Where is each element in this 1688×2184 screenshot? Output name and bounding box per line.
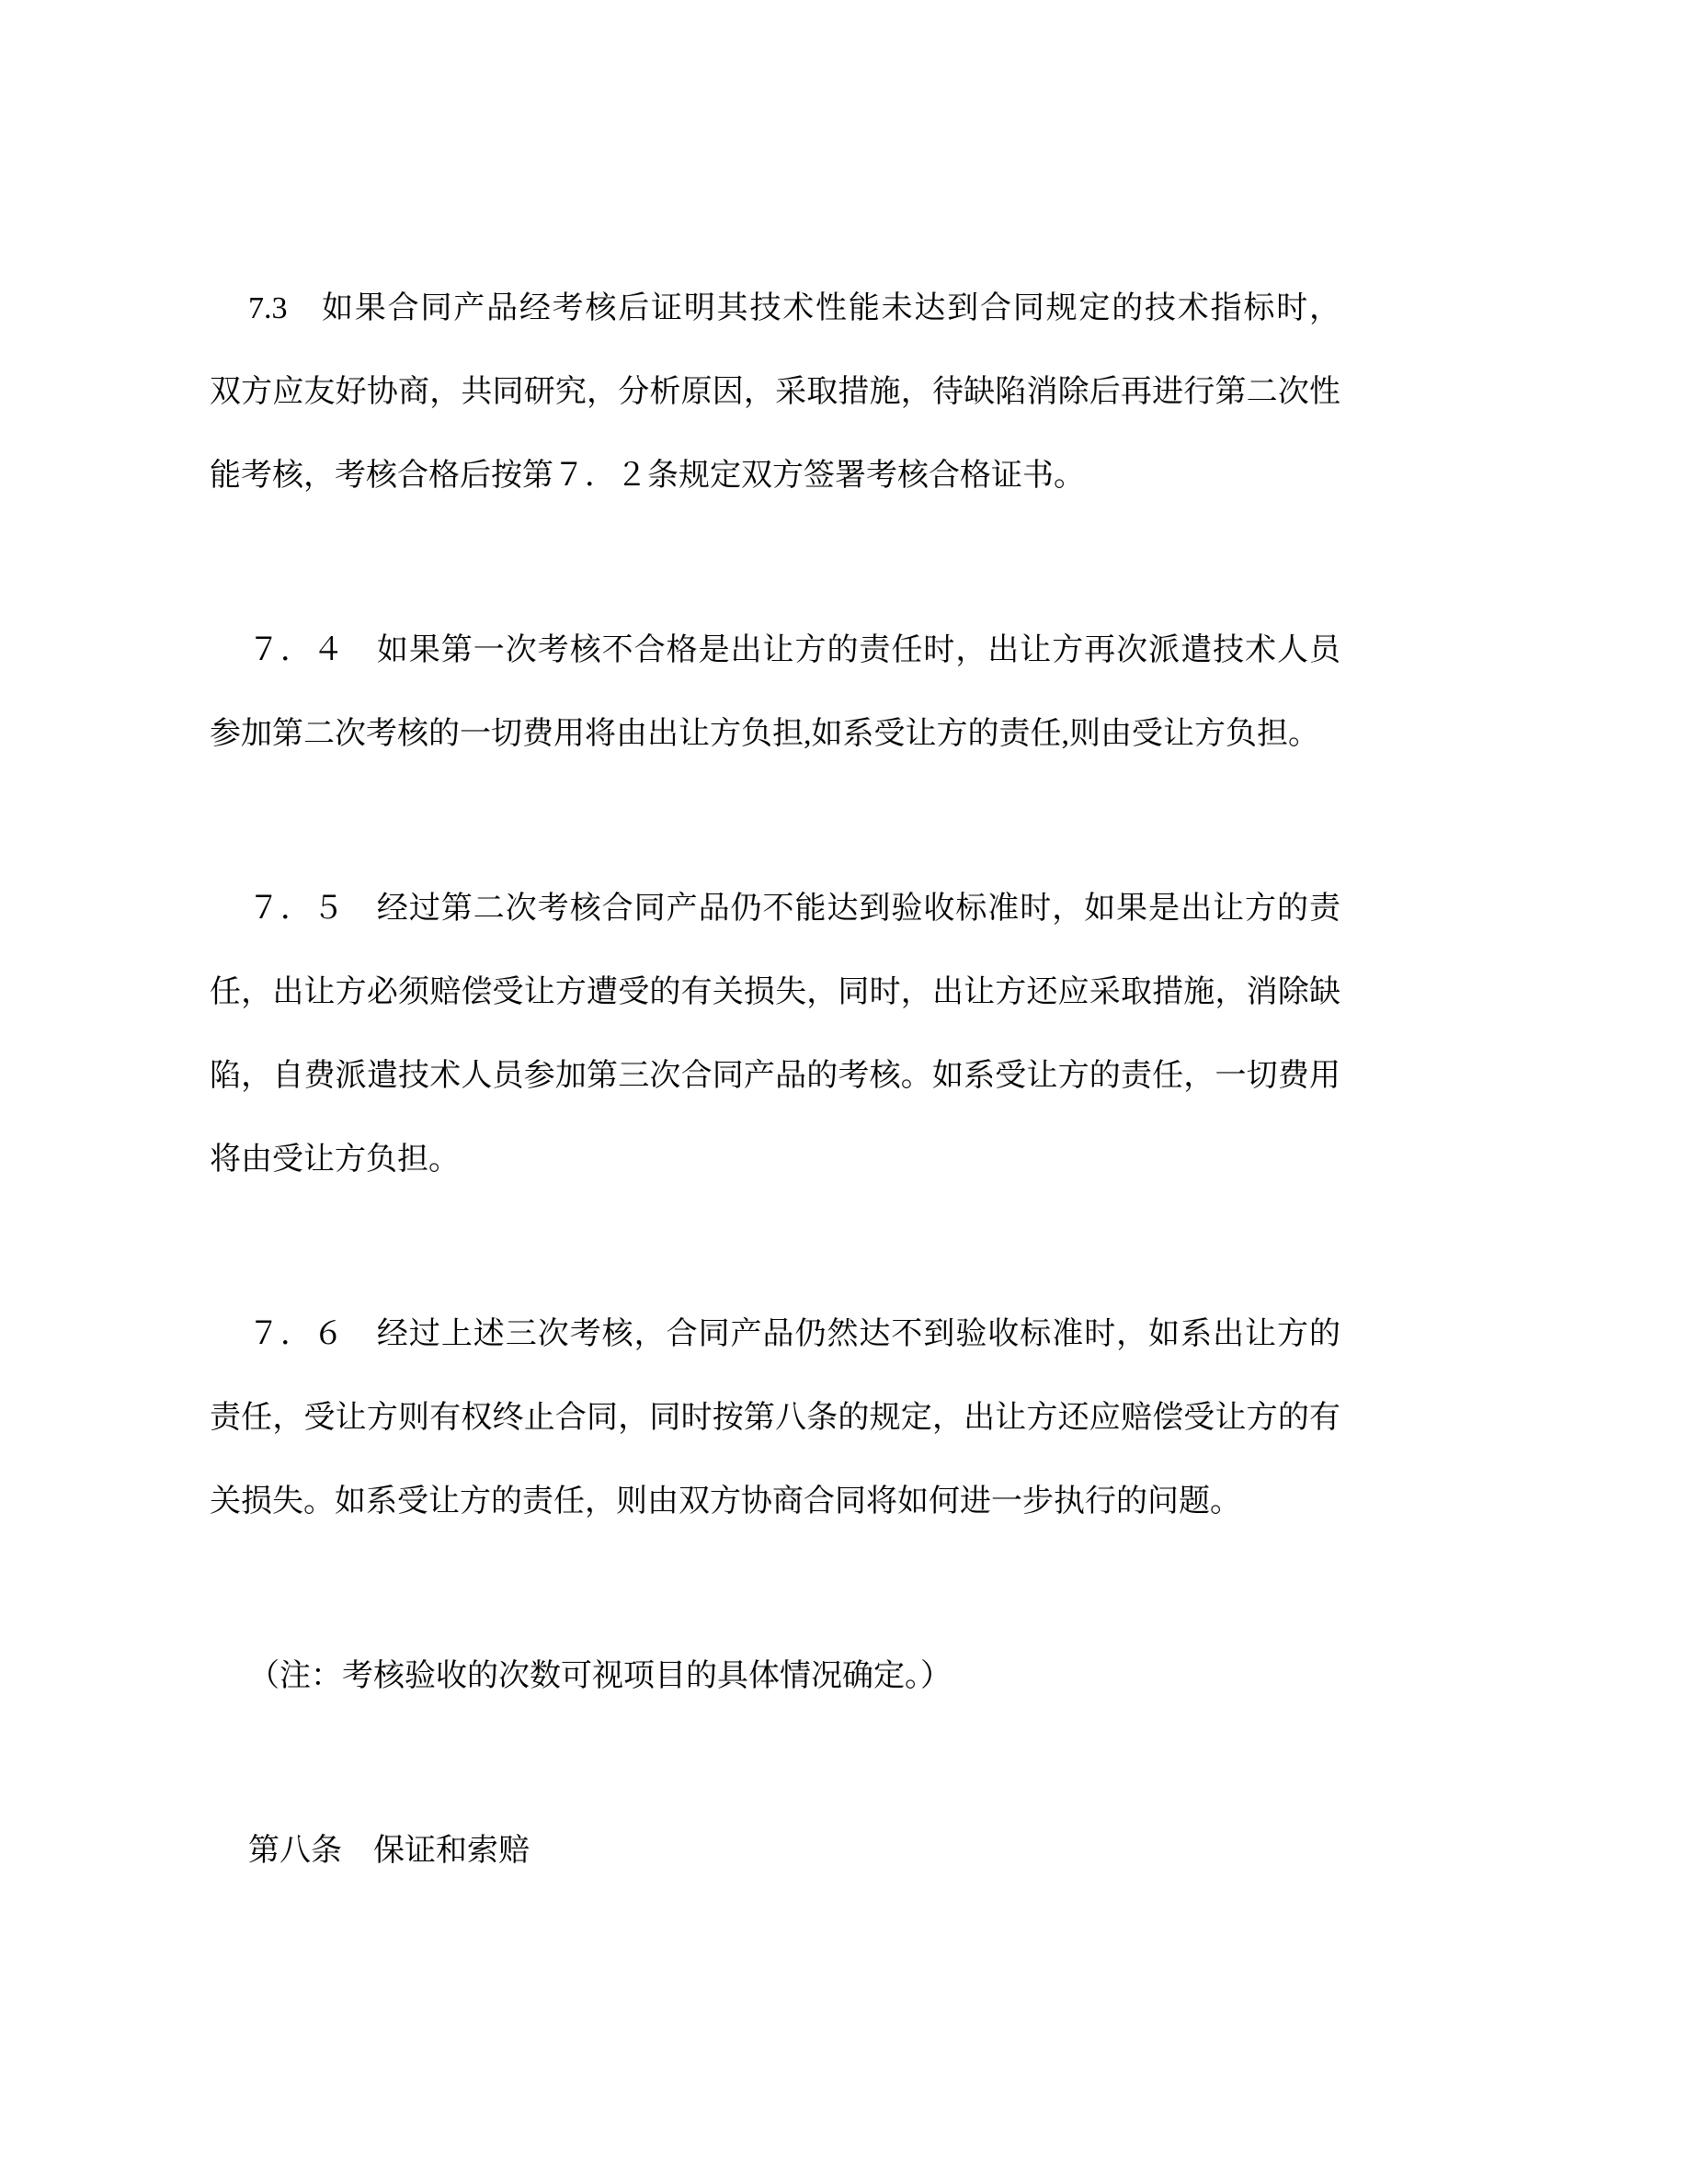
text-line: ７．５ 经过第二次考核合同产品仍不能达到验收标准时，如果是出让方的责 xyxy=(248,892,1340,926)
text-line: 能考核，考核合格后按第７．２条规定双方签署考核合格证书。 xyxy=(210,459,1085,493)
text-line: 责任，受让方则有权终止合同，同时按第八条的规定，出让方还应赔偿受让方的有 xyxy=(210,1401,1340,1435)
text-line: 参加第二次考核的一切费用将由出让方负担,如系受让方的责任,则由受让方负担。 xyxy=(210,717,1319,751)
text-line: 双方应友好协商，共同研究，分析原因，采取措施，待缺陷消除后再进行第二次性 xyxy=(210,375,1340,409)
article-8-heading xyxy=(210,1809,1340,1893)
heading-text: 第八条 保证和索赔 xyxy=(248,1834,530,1868)
text-line: 将由受让方负担。 xyxy=(210,1143,460,1177)
text-line: 陷，自费派遣技术人员参加第三次合同产品的考核。如系受让方的责任，一切费用 xyxy=(210,1059,1340,1093)
text-line: 关损失。如系受让方的责任，则由双方协商合同将如何进一步执行的问题。 xyxy=(210,1484,1241,1519)
text-line: ７．４ 如果第一次考核不合格是出让方的责任时，出让方再次派遣技术人员 xyxy=(248,633,1340,667)
clause-7-5 xyxy=(210,867,1340,1201)
text-line: 7.3 如果合同产品经考核后证明其技术性能未达到合同规定的技术指标时， xyxy=(248,291,1340,325)
note-text: （注：考核验收的次数可视项目的具体情况确定。） xyxy=(248,1659,952,1693)
clause-7-6 xyxy=(210,1292,1340,1543)
note-paragraph xyxy=(210,1634,1340,1718)
clause-7-4 xyxy=(210,609,1340,776)
document-content xyxy=(210,267,1340,1984)
text-line: ７．６ 经过上述三次考核，合同产品仍然达不到验收标准时，如系出让方的 xyxy=(248,1317,1340,1351)
clause-7-3 xyxy=(210,267,1340,518)
text-line: 任，出让方必须赔偿受让方遭受的有关损失，同时，出让方还应采取措施，消除缺 xyxy=(210,975,1340,1009)
